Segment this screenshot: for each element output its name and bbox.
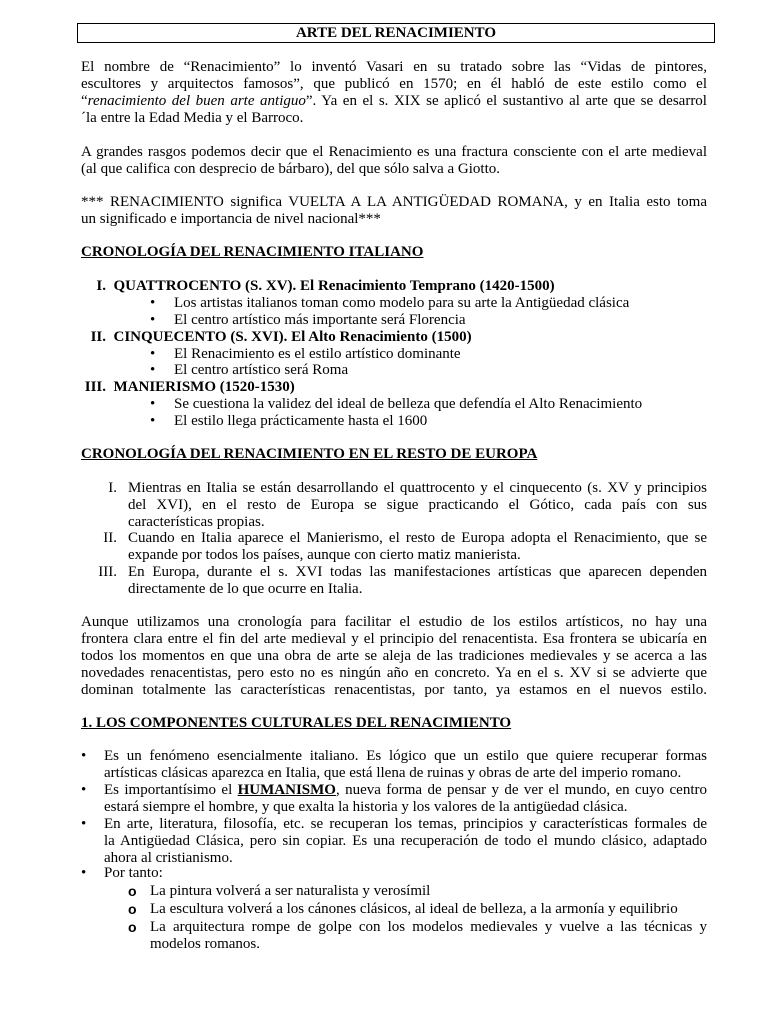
document-page: ARTE DEL RENACIMIENTO El nombre de “Renacimiento” lo inventó Vasari en su tratado sobre las “Vidas de pintores, escultores y arquitectos famosos”, que publicó en 1570; en él habló de este estilo como el “renacimiento del buen arte antiguo”. Ya en el s. XIX se aplicó el sustantivo al arte que se desarrol ´la entre la Edad Media y el Barroco. A grandes rasgos podemos decir que el Renacimiento es una fractura consciente con el arte medieval (al que califica con desprecio de bárbaro), del que sólo salva a Giotto. *** RENACIMIENTO significa VUELTA A LA ANTIGÜEDAD ROMANA, y en Italia esto toma un significado e importancia de nivel nacional*** CRONOLOGÍA DEL RENACIMIENTO ITALIANO I. QUATTROCENTO (S. XV). El Renacimiento Temprano (1420-1500) • Los artistas italianos toman como modelo para su arte la Antigüedad clásica • El centro artístico más importante será Florencia II. CINQUECENTO (S. XVI). El Alto Renacimiento (1500) • El Renacimiento es el estilo artístico dominante • El centro artístico será Roma III. MANIERISMO (1520-1530) • Se cuestiona la validez del ideal de belleza que defendía el Alto Renacimiento • El estilo llega prácticamente hasta el 1600 CRONOLOGÍA DEL RENACIMIENTO EN EL RESTO DE EUROPA I. Mientras en Italia se están desarrollando el quattrocento y el cinquecento (s. XV y principios del XVI), en el resto de Europa se sigue practicando el Gótico, cada país con sus características propias. II. Cuando en Italia aparece el Manierismo, el resto de Europa adopta el Renacimiento, que se expande por todos los países, aunque con cierto matiz manierista. III. En Europa, durante el s. XVI todas las manifestaciones artísticas que aparecen dependen directamente de lo que ocurre en Italia. Aunque utilizamos una cronología para facilitar el estudio de los estilos artísticos, no hay una frontera clara entre el fin del arte medieval y el principio del renacentista. Esa frontera se ubicaría en todos los momentos en que una obra de arte se aleja de las tradiciones medievales y se acerca a las novedades renacentistas, pero esto no es ningún año en concreto. Ya en el s. XV si se advierte que dominan totalmente las características renacentistas, por tanto, ya estamos en el nuevos estilo. 1. LOS COMPONENTES CULTURALES DEL RENACIMIENTO • Es un fenómeno esencialmente italiano. Es lógico que un estilo que quiere recuperar formas artísticas clásicas aparezca en Italia, que está llena de ruinas y obras de arte del imperio romano. • Es importantísimo el HUMANISMO, nueva forma de pensar y de ver el mundo, en cuyo centro estará siempre el hombre, y que exalta la historia y los valores de la antigüedad clásica. • En arte, literatura, filosofía, etc. se recuperan los temas, principios y características formales de la Antigüedad Clásica, pero sin copiar. Es una recuperación de todo el mundo clásico, adaptado ahora al cristianismo. • Por tanto: o La pintura volverá a ser naturalista y verosímil o La escultura volverá a los cánones clásicos, al ideal de belleza, a la armonía y equilibrio o La arquitectura rompe de golpe con los modelos medievales y vuelve a las técnicas y modelos romanos. — [0, 0, 768, 1024]
text-line: El nombre de “Renacimiento” lo inventó Vasari en su tratado sobre las “Vidas de pintores, — [81, 59, 707, 75]
period-heading-manierismo: III. MANIERISMO (1520-1530) — [84, 379, 295, 395]
section-heading-componentes: 1. LOS COMPONENTES CULTURALES DEL RENACIMIENTO — [81, 715, 512, 731]
section-heading-cronologia-europa: CRONOLOGÍA DEL RENACIMIENTO EN EL RESTO DE EUROPA — [81, 446, 538, 462]
section-heading-cronologia-italia: CRONOLOGÍA DEL RENACIMIENTO ITALIANO — [81, 244, 424, 260]
intro-paragraph-1 — [81, 59, 707, 127]
period-heading-cinquecento: II. CINQUECENTO (S. XVI). El Alto Renacimiento (1500) — [90, 329, 472, 345]
text-line: un significado e importancia de nivel nacional*** — [81, 211, 381, 227]
text-line: A grandes rasgos podemos decir que el Renacimiento es una fractura consciente con el arte medieval — [81, 144, 707, 160]
text-line: novedades renacentistas, pero esto no es ningún año en concreto. Ya en el s. XV si se advierte que — [81, 665, 707, 681]
text-line: Aunque utilizamos una cronología para facilitar el estudio de los estilos artísticos, no hay una — [81, 614, 707, 630]
list-item: • El centro artístico más importante será Florencia — [150, 312, 466, 328]
italic-phrase: renacimiento del buen arte antiguo — [87, 93, 306, 109]
text-line: “renacimiento del buen arte antiguo”. Ya en el s. XIX se aplicó el sustantivo al arte que se desarrol — [81, 93, 707, 109]
period-heading-quattrocento: I. QUATTROCENTO (S. XV). El Renacimiento Temprano (1420-1500) — [96, 278, 555, 294]
text-line: dominan totalmente las características renacentistas, por tanto, ya estamos en el nuevos estilo. — [81, 682, 707, 698]
text-line: escultores y arquitectos famosos”, que publicó en 1570; en él habló de este estilo como el — [81, 76, 707, 92]
list-item: • Los artistas italianos toman como modelo para su arte la Antigüedad clásica — [150, 295, 630, 311]
frontera-paragraph — [81, 614, 707, 699]
text-line: *** RENACIMIENTO significa VUELTA A LA ANTIGÜEDAD ROMANA, y en Italia esto toma — [81, 194, 707, 210]
intro-paragraph-2 — [81, 144, 707, 178]
text-line: ´la entre la Edad Media y el Barroco. — [81, 110, 304, 126]
list-item: • El centro artístico será Roma — [150, 362, 349, 378]
list-item: • El estilo llega prácticamente hasta el 1600 — [150, 413, 428, 429]
list-item: • El Renacimiento es el estilo artístico dominante — [150, 346, 461, 362]
text-line: frontera clara entre el fin del arte medieval y el principio del renacentista. Esa frontera se ubicaría en — [81, 631, 707, 647]
document-title: ARTE DEL RENACIMIENTO — [77, 23, 715, 43]
humanismo-term: HUMANISMO — [237, 782, 336, 798]
list-item: • Se cuestiona la validez del ideal de belleza que defendía el Alto Renacimiento — [150, 396, 643, 412]
text-line: (al que califica con desprecio de bárbaro), del que sólo salva a Giotto. — [81, 161, 500, 177]
intro-paragraph-3 — [81, 194, 707, 228]
text-line: todos los momentos en que una obra de arte se aleja de las tradiciones medievales y se acerca a las — [81, 648, 707, 664]
